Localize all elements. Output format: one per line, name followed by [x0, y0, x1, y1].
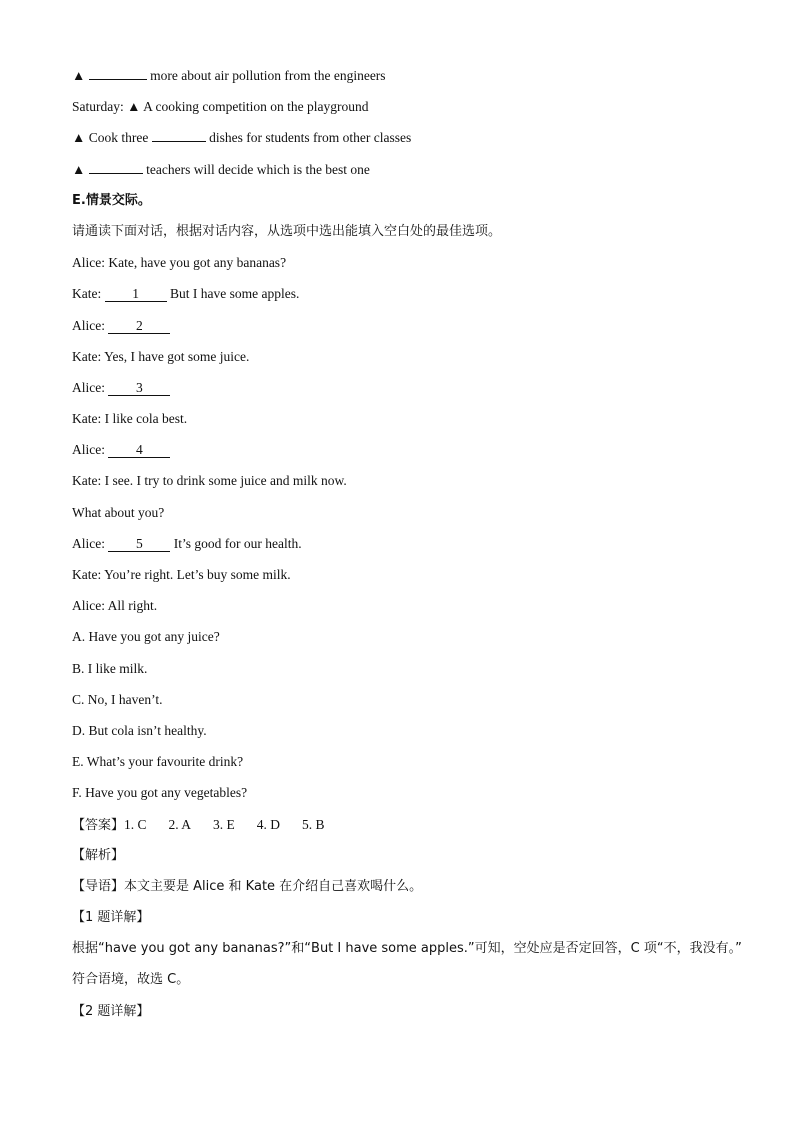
fill-blank: [89, 65, 147, 80]
option-item: C. No, I haven’t.: [72, 691, 163, 707]
dialogue-line: Kate: Yes, I have got some juice.: [72, 348, 250, 364]
option-item: A. Have you got any juice?: [72, 629, 220, 645]
triangle-icon: ▲: [72, 161, 86, 177]
analysis-label: 【解析】: [72, 847, 125, 863]
q1-label: 【1 题详解】: [72, 910, 150, 926]
dialogue-line: Alice: Kate, have you got any bananas?: [72, 255, 287, 271]
q2-label: 【2 题详解】: [72, 1003, 150, 1019]
guide-line: [72, 874, 732, 905]
dialogue-line: Kate: You’re right. Let’s buy some milk.: [72, 567, 291, 582]
text-line: Saturday: ▲ A cooking competition on the playground: [72, 99, 369, 115]
option-item: D. But cola isn’t healthy.: [72, 722, 207, 738]
dialogue-line: Alice: All right.: [72, 598, 158, 614]
fill-blank: [152, 127, 206, 142]
text-line: ▲ Cook three dishes for students from other classes: [72, 125, 732, 156]
fill-blank: [89, 159, 143, 174]
answer-item: 3. E: [213, 816, 235, 832]
numbered-blank: 1: [105, 286, 167, 302]
answer-item: 4. D: [256, 816, 281, 832]
numbered-blank: 3: [108, 380, 170, 396]
dialogue-line: What about you?: [72, 504, 165, 520]
q1-text: 符合语境，故选 C。: [72, 972, 190, 988]
dialogue-line: Kate: 1 But I have some apples.: [72, 286, 300, 302]
dialogue-line: Kate: I see. I try to drink some juice and milk now.: [72, 473, 347, 489]
dialogue-line: Kate: I like cola best.: [72, 411, 188, 427]
numbered-blank: 4: [108, 442, 170, 458]
dialogue-line: Alice: 3: [72, 375, 732, 406]
q1-text: 根据“have you got any bananas?”和“But I have some apples.”可知，空处应是否定回答，C 项“不，我没有。”: [72, 941, 742, 957]
option-item: F. Have you got any vegetables?: [72, 785, 248, 801]
dialogue-line: Alice: 2: [72, 313, 732, 344]
guide-text: 本文主要是 Alice 和 Kate 在介绍自己喜欢喝什么。: [124, 878, 423, 894]
dialogue-line: Alice: 4: [72, 437, 732, 468]
instruction-text: 请通读下面对话，根据对话内容，从选项中选出能填入空白处的最佳选项。: [72, 223, 502, 239]
answer-item: 5. B: [302, 816, 325, 832]
numbered-blank: 2: [108, 318, 170, 334]
guide-label: 【导语】: [72, 878, 125, 894]
document-page: [72, 63, 742, 1030]
answer-item: 1. C: [124, 816, 147, 832]
dialogue-line: Alice: 5 It’s good for our health.: [72, 535, 302, 551]
option-item: E. What’s your favourite drink?: [72, 754, 244, 770]
numbered-blank: 5: [108, 536, 170, 552]
answer-label: 【答案】: [72, 817, 125, 833]
answer-item: 2. A: [168, 816, 192, 832]
option-item: B. I like milk.: [72, 660, 148, 676]
text-line: ▲ more about air pollution from the engineers: [72, 63, 732, 94]
triangle-icon: ▲: [72, 68, 86, 83]
section-heading: E.情景交际。: [72, 192, 151, 208]
text-line: ▲ teachers will decide which is the best one: [72, 157, 732, 188]
answer-line: [72, 812, 732, 843]
